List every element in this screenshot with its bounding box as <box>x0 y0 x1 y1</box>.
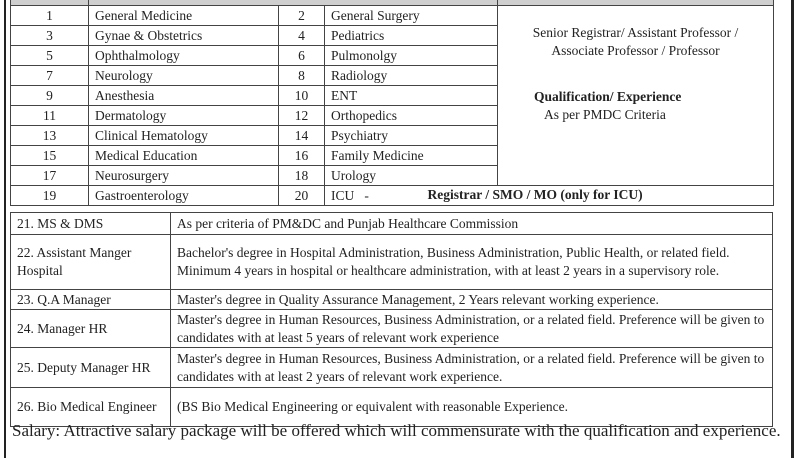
specialty-number: 8 <box>279 66 325 86</box>
post-requirement: (BS Bio Medical Engineering or equivalent with reasonable Experience. <box>171 388 773 427</box>
post-row <box>11 235 773 290</box>
specialty-name: Pulmonolgy <box>325 46 498 66</box>
specialty-name: Urology <box>325 166 498 186</box>
post-title: 21. MS & DMS <box>11 213 171 235</box>
post-title: 22. Assistant Manger Hospital <box>11 235 171 290</box>
specialty-number: 15 <box>11 146 89 166</box>
post-row <box>11 310 773 348</box>
specialty-number: 11 <box>11 106 89 126</box>
specialty-name: Dermatology <box>89 106 279 126</box>
post-requirement: Master's degree in Human Resources, Business Administration, or a related field. Preference will be given to candidates with at least 5 years of relevant work experience <box>171 310 773 348</box>
specialty-row <box>11 186 774 206</box>
specialty-name: General Surgery <box>325 6 498 26</box>
positions-text: Senior Registrar/ Assistant Professor / Associate Professor / Professor <box>532 25 739 58</box>
post-title: 23. Q.A Manager <box>11 290 171 310</box>
specialty-name: Medical Education <box>89 146 279 166</box>
post-requirement: As per criteria of PM&DC and Punjab Healthcare Commission <box>171 213 773 235</box>
specialty-number: 18 <box>279 166 325 186</box>
positions-cell <box>498 6 774 186</box>
post-requirement: Master's degree in Human Resources, Business Administration, or a related field. Preference will be given to candidates with at least 2 years of relevant work experience. <box>171 348 773 388</box>
specialty-name: Orthopedics <box>325 106 498 126</box>
post-requirement: Bachelor's degree in Hospital Administration, Business Administration, Public Health, or related field. Minimum 4 years in hospital or healthcare administration, with at least 2 years in a supervisory role. <box>171 235 773 290</box>
specialty-name: ENT <box>325 86 498 106</box>
specialty-number: 13 <box>11 126 89 146</box>
icu-note: Registrar / SMO / MO (only for ICU) <box>427 187 643 202</box>
specialty-name: Gastroenterology <box>89 186 279 206</box>
specialty-number: 16 <box>279 146 325 166</box>
specialty-name: Radiology <box>325 66 498 86</box>
specialty-number: 7 <box>11 66 89 86</box>
specialty-number: 19 <box>11 186 89 206</box>
specialty-number: 10 <box>279 86 325 106</box>
specialty-number: 3 <box>11 26 89 46</box>
specialty-name: Ophthalmology <box>89 46 279 66</box>
salary-note: Salary: Attractive salary package will be offered which will commensurate with the qualification and experience. <box>12 421 781 440</box>
specialty-number: 6 <box>279 46 325 66</box>
post-row <box>11 348 773 388</box>
specialty-name: Psychiatry <box>325 126 498 146</box>
specialty-name: General Medicine <box>89 6 279 26</box>
specialty-number: 9 <box>11 86 89 106</box>
qualification-value: As per PMDC Criteria <box>544 107 666 122</box>
specialty-name: Neurology <box>89 66 279 86</box>
specialty-number: 4 <box>279 26 325 46</box>
specialty-name: Anesthesia <box>89 86 279 106</box>
specialty-name: Gynae & Obstetrics <box>89 26 279 46</box>
specialty-number: 12 <box>279 106 325 126</box>
specialty-number: 17 <box>11 166 89 186</box>
post-title: 25. Deputy Manager HR <box>11 348 171 388</box>
specialty-number: 5 <box>11 46 89 66</box>
specialty-number: 14 <box>279 126 325 146</box>
post-row <box>11 290 773 310</box>
specialty-number: 20 <box>279 186 325 206</box>
qualification-label: Qualification/ Experience <box>534 89 682 104</box>
specialty-row <box>11 6 774 26</box>
posts-table <box>10 212 773 427</box>
specialty-number: 1 <box>11 6 89 26</box>
specialty-name: Neurosurgery <box>89 166 279 186</box>
specialty-name: Clinical Hematology <box>89 126 279 146</box>
specialty-name: ICU - <box>325 186 498 206</box>
specialty-number: 2 <box>279 6 325 26</box>
specialty-name: Family Medicine <box>325 146 498 166</box>
post-row <box>11 213 773 235</box>
specialties-table <box>10 0 774 206</box>
post-title: 24. Manager HR <box>11 310 171 348</box>
post-title: 26. Bio Medical Engineer <box>11 388 171 427</box>
specialty-name: Pediatrics <box>325 26 498 46</box>
post-requirement: Master's degree in Quality Assurance Management, 2 Years relevant working experience. <box>171 290 773 310</box>
